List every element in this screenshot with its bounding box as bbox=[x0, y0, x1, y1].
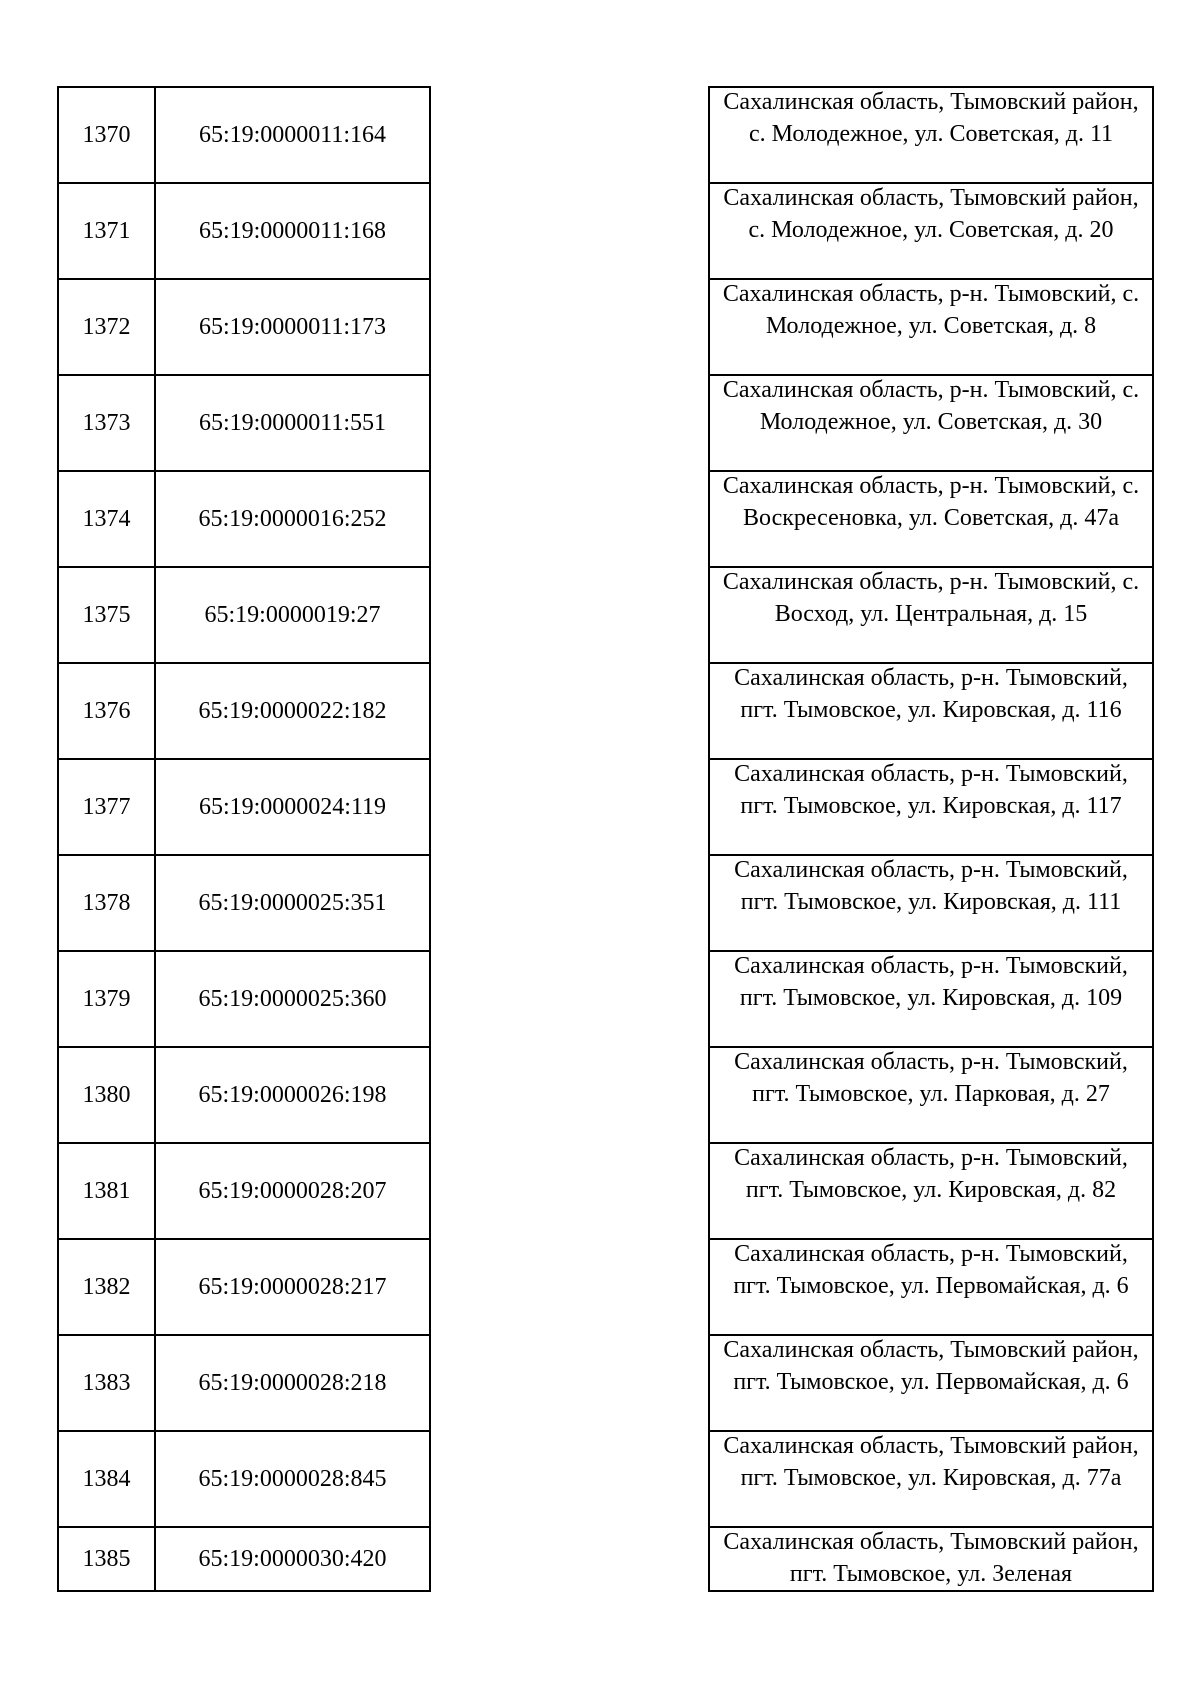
address-cell bbox=[710, 1432, 1154, 1526]
left-table bbox=[57, 86, 431, 1592]
table-row bbox=[59, 1048, 431, 1144]
address-cell bbox=[710, 664, 1154, 758]
row-number: 1371 bbox=[59, 184, 156, 278]
row-number: 1377 bbox=[59, 760, 156, 854]
table-row bbox=[710, 952, 1154, 1048]
table-row bbox=[59, 1528, 431, 1592]
table-row bbox=[59, 88, 431, 184]
address-text: Сахалинская область, р-н. Тымовский, с. Воскресеновка, ул. Советская, д. 47а bbox=[722, 473, 1140, 531]
address-text: Сахалинская область, р-н. Тымовский, пгт. Тымовское, ул. Первомайская, д. 6 bbox=[733, 1241, 1129, 1299]
table-row bbox=[59, 1144, 431, 1240]
row-number: 1374 bbox=[59, 472, 156, 566]
table-row bbox=[59, 856, 431, 952]
address-text: Сахалинская область, Тымовский район, пгт. Тымовское, ул. Первомайская, д. 6 bbox=[723, 1337, 1139, 1395]
address-cell bbox=[710, 1528, 1154, 1590]
cadastral-number: 65:19:0000011:173 bbox=[156, 280, 431, 374]
address-cell bbox=[710, 376, 1154, 470]
cadastral-number: 65:19:0000028:845 bbox=[156, 1432, 431, 1526]
address-text: Сахалинская область, Тымовский район, пгт. Тымовское, ул. Зеленая bbox=[723, 1529, 1139, 1587]
row-number: 1373 bbox=[59, 376, 156, 470]
address-cell bbox=[710, 1240, 1154, 1334]
address-cell bbox=[710, 1336, 1154, 1430]
cadastral-number: 65:19:0000030:420 bbox=[156, 1528, 431, 1590]
address-cell bbox=[710, 472, 1154, 566]
row-number: 1375 bbox=[59, 568, 156, 662]
table-row bbox=[710, 1336, 1154, 1432]
table-row bbox=[59, 1336, 431, 1432]
table-row bbox=[710, 856, 1154, 952]
address-text: Сахалинская область, р-н. Тымовский, пгт. Тымовское, ул. Кировская, д. 116 bbox=[734, 665, 1128, 723]
table-row bbox=[710, 280, 1154, 376]
table-row bbox=[59, 376, 431, 472]
address-cell bbox=[710, 280, 1154, 374]
table-row bbox=[710, 88, 1154, 184]
address-cell bbox=[710, 760, 1154, 854]
table-row bbox=[59, 760, 431, 856]
address-text: Сахалинская область, р-н. Тымовский, пгт. Тымовское, ул. Кировская, д. 111 bbox=[734, 857, 1128, 915]
table-row bbox=[710, 1048, 1154, 1144]
table-row bbox=[59, 472, 431, 568]
address-text: Сахалинская область, р-н. Тымовский, пгт. Тымовское, ул. Кировская, д. 82 bbox=[734, 1145, 1128, 1203]
table-row bbox=[710, 376, 1154, 472]
cadastral-number: 65:19:0000011:551 bbox=[156, 376, 431, 470]
address-cell bbox=[710, 952, 1154, 1046]
address-cell bbox=[710, 184, 1154, 278]
cadastral-number: 65:19:0000028:218 bbox=[156, 1336, 431, 1430]
cadastral-number: 65:19:0000011:164 bbox=[156, 88, 431, 182]
address-text: Сахалинская область, р-н. Тымовский, с. Восход, ул. Центральная, д. 15 bbox=[722, 569, 1140, 627]
table-row bbox=[710, 568, 1154, 664]
cadastral-number: 65:19:0000025:351 bbox=[156, 856, 431, 950]
table-row bbox=[59, 280, 431, 376]
cadastral-number: 65:19:0000025:360 bbox=[156, 952, 431, 1046]
row-number: 1378 bbox=[59, 856, 156, 950]
row-number: 1370 bbox=[59, 88, 156, 182]
table-row bbox=[710, 1240, 1154, 1336]
right-table bbox=[708, 86, 1154, 1592]
table-row bbox=[59, 1240, 431, 1336]
cadastral-number: 65:19:0000024:119 bbox=[156, 760, 431, 854]
row-number: 1383 bbox=[59, 1336, 156, 1430]
row-number: 1380 bbox=[59, 1048, 156, 1142]
table-row bbox=[710, 664, 1154, 760]
row-number: 1372 bbox=[59, 280, 156, 374]
address-text: Сахалинская область, Тымовский район, с. Молодежное, ул. Советская, д. 11 bbox=[723, 89, 1139, 147]
table-row bbox=[59, 952, 431, 1048]
table-row bbox=[59, 568, 431, 664]
table-row bbox=[59, 664, 431, 760]
address-text: Сахалинская область, Тымовский район, пгт. Тымовское, ул. Кировская, д. 77а bbox=[723, 1433, 1139, 1491]
address-text: Сахалинская область, р-н. Тымовский, пгт. Тымовское, ул. Парковая, д. 27 bbox=[734, 1049, 1128, 1107]
address-text: Сахалинская область, Тымовский район, с. Молодежное, ул. Советская, д. 20 bbox=[723, 185, 1139, 243]
row-number: 1384 bbox=[59, 1432, 156, 1526]
address-cell bbox=[710, 1048, 1154, 1142]
cadastral-number: 65:19:0000028:217 bbox=[156, 1240, 431, 1334]
table-row bbox=[59, 1432, 431, 1528]
address-cell bbox=[710, 88, 1154, 182]
address-text: Сахалинская область, р-н. Тымовский, пгт. Тымовское, ул. Кировская, д. 109 bbox=[734, 953, 1128, 1011]
address-cell bbox=[710, 856, 1154, 950]
cadastral-number: 65:19:0000011:168 bbox=[156, 184, 431, 278]
row-number: 1385 bbox=[59, 1528, 156, 1590]
table-row bbox=[59, 184, 431, 280]
table-row bbox=[710, 1528, 1154, 1592]
address-text: Сахалинская область, р-н. Тымовский, с. Молодежное, ул. Советская, д. 30 bbox=[722, 377, 1140, 435]
row-number: 1381 bbox=[59, 1144, 156, 1238]
address-cell bbox=[710, 1144, 1154, 1238]
table-row bbox=[710, 184, 1154, 280]
table-row bbox=[710, 760, 1154, 856]
address-cell bbox=[710, 568, 1154, 662]
table-row bbox=[710, 1144, 1154, 1240]
table-row bbox=[710, 1432, 1154, 1528]
row-number: 1379 bbox=[59, 952, 156, 1046]
cadastral-number: 65:19:0000019:27 bbox=[156, 568, 431, 662]
cadastral-number: 65:19:0000022:182 bbox=[156, 664, 431, 758]
row-number: 1376 bbox=[59, 664, 156, 758]
row-number: 1382 bbox=[59, 1240, 156, 1334]
table-row bbox=[710, 472, 1154, 568]
cadastral-number: 65:19:0000028:207 bbox=[156, 1144, 431, 1238]
address-text: Сахалинская область, р-н. Тымовский, с. Молодежное, ул. Советская, д. 8 bbox=[722, 281, 1140, 339]
address-text: Сахалинская область, р-н. Тымовский, пгт. Тымовское, ул. Кировская, д. 117 bbox=[734, 761, 1128, 819]
cadastral-number: 65:19:0000016:252 bbox=[156, 472, 431, 566]
cadastral-number: 65:19:0000026:198 bbox=[156, 1048, 431, 1142]
